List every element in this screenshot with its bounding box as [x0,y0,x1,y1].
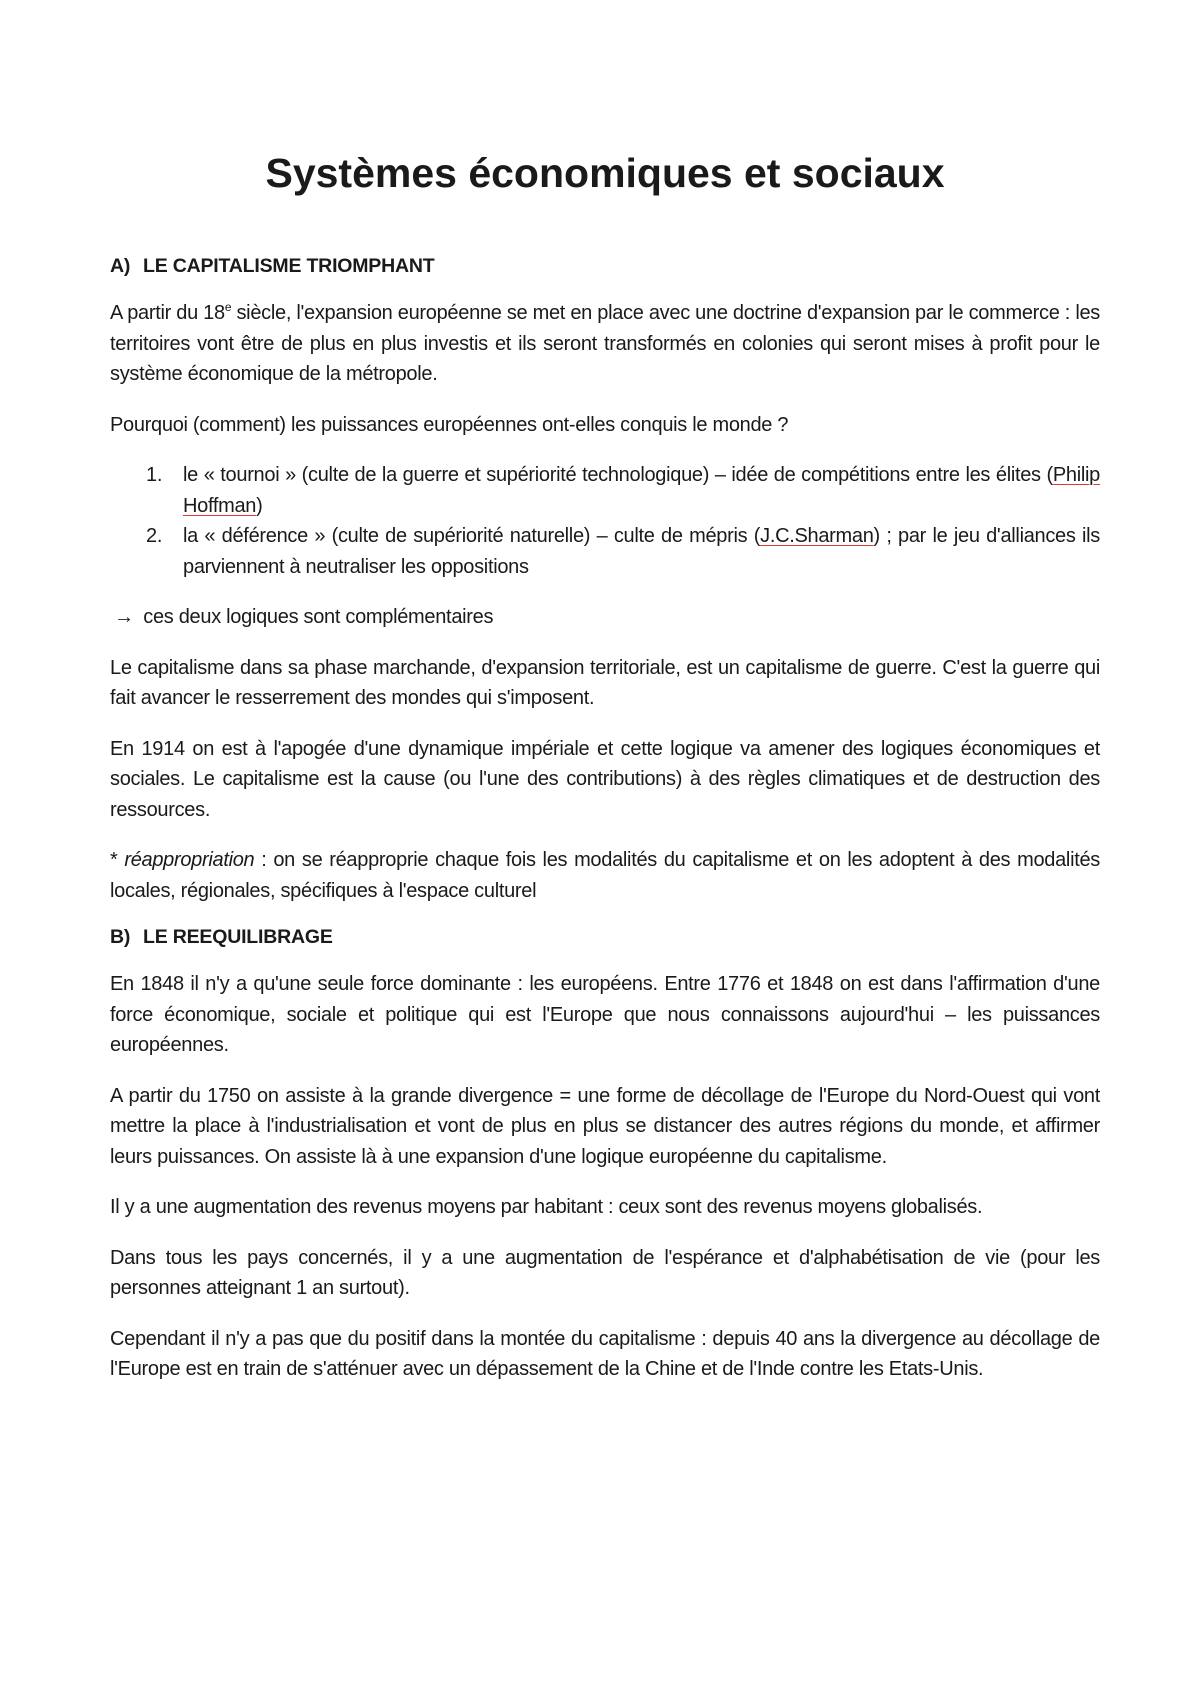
section-a-letter: A) [110,255,131,277]
list-number: 1. [146,464,163,486]
section-a-paragraph-3: En 1914 on est à l'apogée d'une dynamique impériale et cette logique va amener des logiques économiques et sociales. Le capitalisme est la cause (ou l'une des contributions) à des règles climatiques et de destruction des ressources. [110,737,1100,821]
section-b-paragraph-4: Dans tous les pays concernés, il y a une augmentation de l'espérance et d'alphabétisation de vie (pour les personnes atteignant 1 an surtout). [110,1246,1100,1299]
section-b-paragraph-5: Cependant il n'y a pas que du positif dans la montée du capitalisme : depuis 40 ans la divergence au décollage de l'Europe est en train de s'atténuer avec un dépassement de la Chine et de l'Inde contre les Etats-Unis. [110,1327,1100,1380]
numbered-list [110,460,1100,582]
section-a-paragraph-2: Le capitalisme dans sa phase marchande, d'expansion territoriale, est un capitalisme de guerre. C'est la guerre qui fait avancer le resserrement des mondes qui s'imposent. [110,656,1100,709]
list-item [110,521,1100,582]
arrow-note-text: ces deux logiques sont complémentaires [138,606,494,628]
author-link-hoffman[interactable]: Philip Hoffman [183,464,1100,517]
paragraph-text: A partir du 18 [110,302,225,324]
paragraph-text: siècle, l'expansion européenne se met en place avec une doctrine d'expansion par le commerce : les territoires vont être de plus en plus investis et ils seront transformés en colonies qui seront mises à profit pour le système économique de la métropole. [110,302,1100,385]
superscript: e [224,300,232,314]
section-b-letter: B) [110,926,131,948]
section-a-heading [110,255,1100,278]
list-number: 2. [146,525,163,547]
section-b-heading [110,926,1100,949]
section-a-title: LE CAPITALISME TRIOMPHANT [143,255,435,277]
list-item [110,460,1100,521]
definition-text: : on se réapproprie chaque fois les modalités du capitalisme et on les adoptent à des modalités locales, régionales, spécifiques à l'espace culturel [110,849,1100,902]
section-b-title: LE REEQUILIBRAGE [143,926,333,948]
definition-paragraph [110,845,1100,906]
right-arrow-icon: → [114,606,134,628]
section-b-paragraph-3: Il y a une augmentation des revenus moyens par habitant : ceux sont des revenus moyens globalisés. [110,1196,983,1218]
document-title: Systèmes économiques et sociaux [265,150,945,196]
section-a-paragraph-1 [110,298,1100,390]
arrow-note [110,602,1100,633]
asterisk: * [110,849,125,871]
section-b-paragraph-2: A partir du 1750 on assiste à la grande divergence = une forme de décollage de l'Europe du Nord-Ouest qui vont mettre la place à l'industrialisation et vont de plus en plus se distancer des autres régions du monde, et affirmer leurs puissances. On assiste là à une expansion d'une logique européenne du capitalisme. [110,1084,1100,1168]
list-text: la « déférence » (culte de supériorité naturelle) – culte de mépris ( [183,525,761,547]
list-text: le « tournoi » (culte de la guerre et supériorité technologique) – idée de compétitions entre les élites ( [183,464,1053,486]
definition-term: réappropriation [124,849,255,871]
list-text: ) ; par le jeu d'alliances ils parviennent à neutraliser les oppositions [183,525,1100,578]
section-a-question: Pourquoi (comment) les puissances européennes ont-elles conquis le monde ? [110,413,789,436]
section-b-paragraph-1: En 1848 il n'y a qu'une seule force dominante : les européens. Entre 1776 et 1848 on est dans l'affirmation d'une force économique, sociale et politique qui est l'Europe que nous connaissons aujourd'hui – les puissances européennes. [110,973,1100,1056]
list-text: ) [256,494,263,517]
document-page [110,150,1100,1405]
author-link-sharman[interactable]: J.C.Sharman [760,525,874,547]
